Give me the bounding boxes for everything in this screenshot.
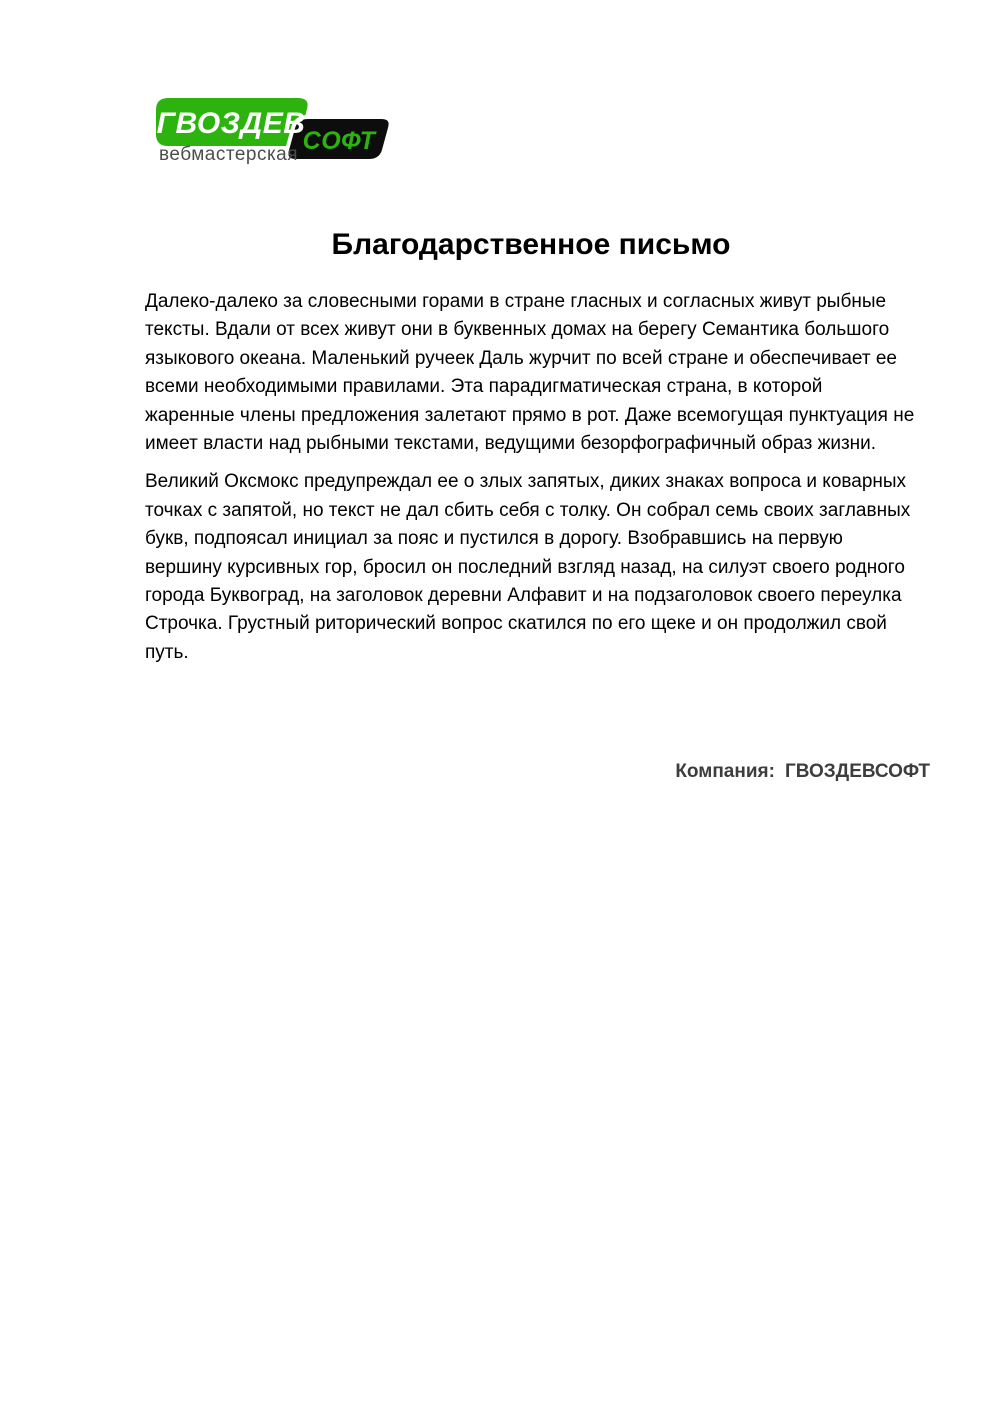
signature-label: Компания:	[675, 761, 775, 782]
signature-company-name: ГВОЗДЕВСОФТ	[784, 761, 930, 782]
signature-line	[145, 761, 930, 783]
logo-secondary-wordmark: СОФТ	[302, 127, 376, 155]
logo-tagline: вебмастерская	[159, 144, 299, 165]
body-paragraph-2: Великий Оксмокс предупреждал ее о злых запятых, диких знаках вопроса и коварных точках с запятой, но текст не дал сбить себя с толку. Он собрал семь своих заглавных букв, подпоясал инициал за пояс и пустился в дорогу. Взобравшись на первую вершину курсивных гор, бросил он последний взгляд назад, на силуэт своего родного города Буквоград, на заголовок деревни Алфавит и на подзаголовок своего переулка Строчка. Грустный риторический вопрос скатился по его щеке и он продолжил свой путь.	[145, 471, 911, 663]
document-body	[145, 288, 917, 667]
company-logo	[145, 86, 415, 170]
logo-primary-wordmark: ГВОЗДЕВ	[156, 107, 306, 140]
company-logo-graphic	[145, 86, 415, 170]
body-paragraph-1: Далеко-далеко за словесными горами в стране гласных и согласных живут рыбные тексты. Вдали от всех живут они в буквенных домах на берегу Семантика большого языкового океана. Маленький ручеек Даль журчит по всей стране и обеспечивает ее всеми необходимыми правилами. Эта парадигматическая страна, в которой жаренные члены предложения залетают прямо в рот. Даже всемогущая пунктуация не имеет власти над рыбными текстами, ведущими безорфографичный образ жизни.	[145, 291, 915, 455]
page-title: Благодарственное письмо	[331, 228, 731, 261]
